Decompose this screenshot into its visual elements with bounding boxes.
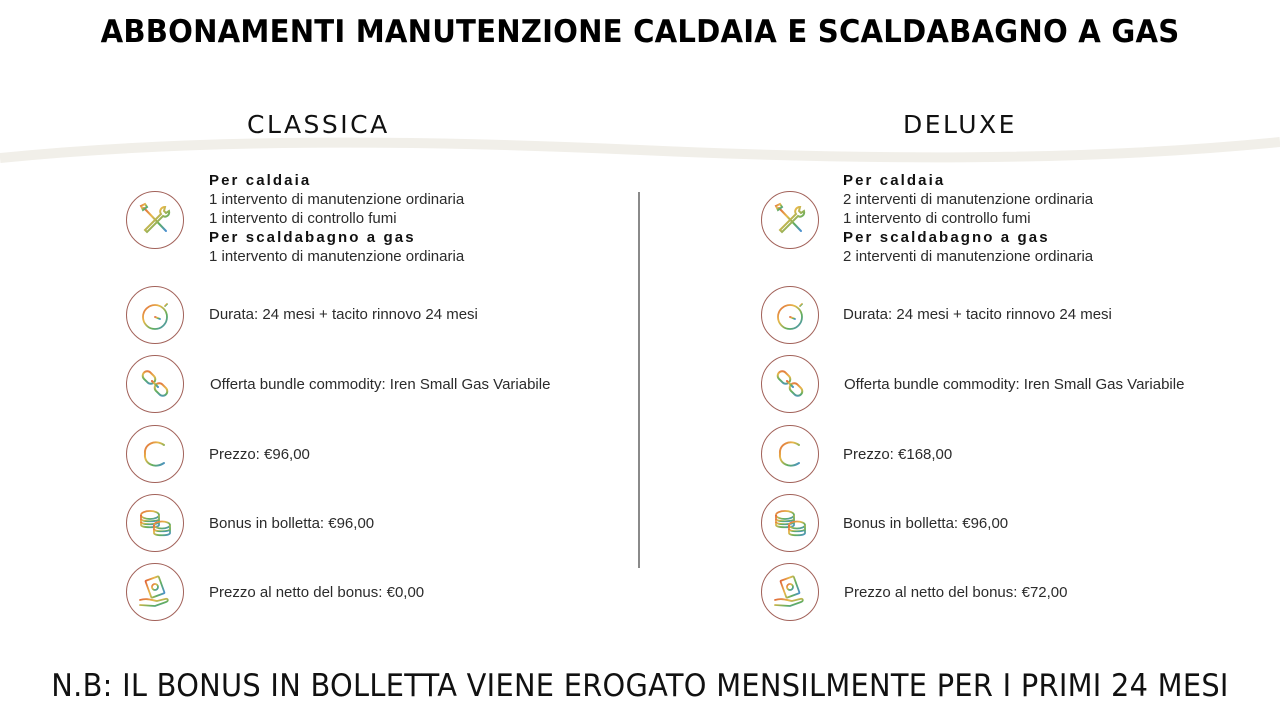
column-divider	[638, 192, 640, 568]
plan-title-classica: CLASSICA	[247, 110, 390, 139]
stopwatch-icon	[761, 286, 819, 344]
caldaia-line-1: 2 interventi di manutenzione ordinaria	[843, 191, 1094, 208]
caldaia-heading: Per caldaia	[843, 172, 946, 189]
chain-link-icon	[761, 355, 819, 413]
coins-icon	[761, 494, 819, 552]
footer-note: N.B: IL BONUS IN BOLLETTA VIENE EROGATO MENSILMENTE PER I PRIMI 24 MESI	[51, 668, 1229, 704]
tools-icon	[126, 191, 184, 249]
durata-text: Durata: 24 mesi + tacito rinnovo 24 mesi	[209, 306, 478, 323]
euro-icon	[126, 425, 184, 483]
caldaia-line-2: 1 intervento di controllo fumi	[843, 210, 1031, 227]
decorative-wave	[0, 128, 1280, 168]
plan-title-deluxe: DELUXE	[903, 110, 1017, 139]
netto-text: Prezzo al netto del bonus: €72,00	[844, 584, 1068, 601]
caldaia-line-1: 1 intervento di manutenzione ordinaria	[209, 191, 465, 208]
prezzo-text: Prezzo: €168,00	[843, 446, 953, 463]
caldaia-line-2: 1 intervento di controllo fumi	[209, 210, 397, 227]
page-title: ABBONAMENTI MANUTENZIONE CALDAIA E SCALDABAGNO A GAS	[100, 14, 1180, 50]
bonus-text: Bonus in bolletta: €96,00	[843, 515, 1009, 532]
offerta-text: Offerta bundle commodity: Iren Small Gas Variabile	[210, 376, 551, 393]
scaldabagno-heading: Per scaldabagno a gas	[209, 229, 416, 246]
offerta-text: Offerta bundle commodity: Iren Small Gas Variabile	[844, 376, 1185, 393]
euro-icon	[761, 425, 819, 483]
caldaia-heading: Per caldaia	[209, 172, 312, 189]
coins-icon	[126, 494, 184, 552]
durata-text: Durata: 24 mesi + tacito rinnovo 24 mesi	[843, 306, 1112, 323]
scaldabagno-heading: Per scaldabagno a gas	[843, 229, 1050, 246]
prezzo-text: Prezzo: €96,00	[209, 446, 310, 463]
netto-text: Prezzo al netto del bonus: €0,00	[209, 584, 425, 601]
chain-link-icon	[126, 355, 184, 413]
hand-money-icon	[126, 563, 184, 621]
tools-icon	[761, 191, 819, 249]
stopwatch-icon	[126, 286, 184, 344]
hand-money-icon	[761, 563, 819, 621]
bonus-text: Bonus in bolletta: €96,00	[209, 515, 375, 532]
scaldabagno-line-1: 1 intervento di manutenzione ordinaria	[209, 248, 465, 265]
scaldabagno-line-1: 2 interventi di manutenzione ordinaria	[843, 248, 1094, 265]
